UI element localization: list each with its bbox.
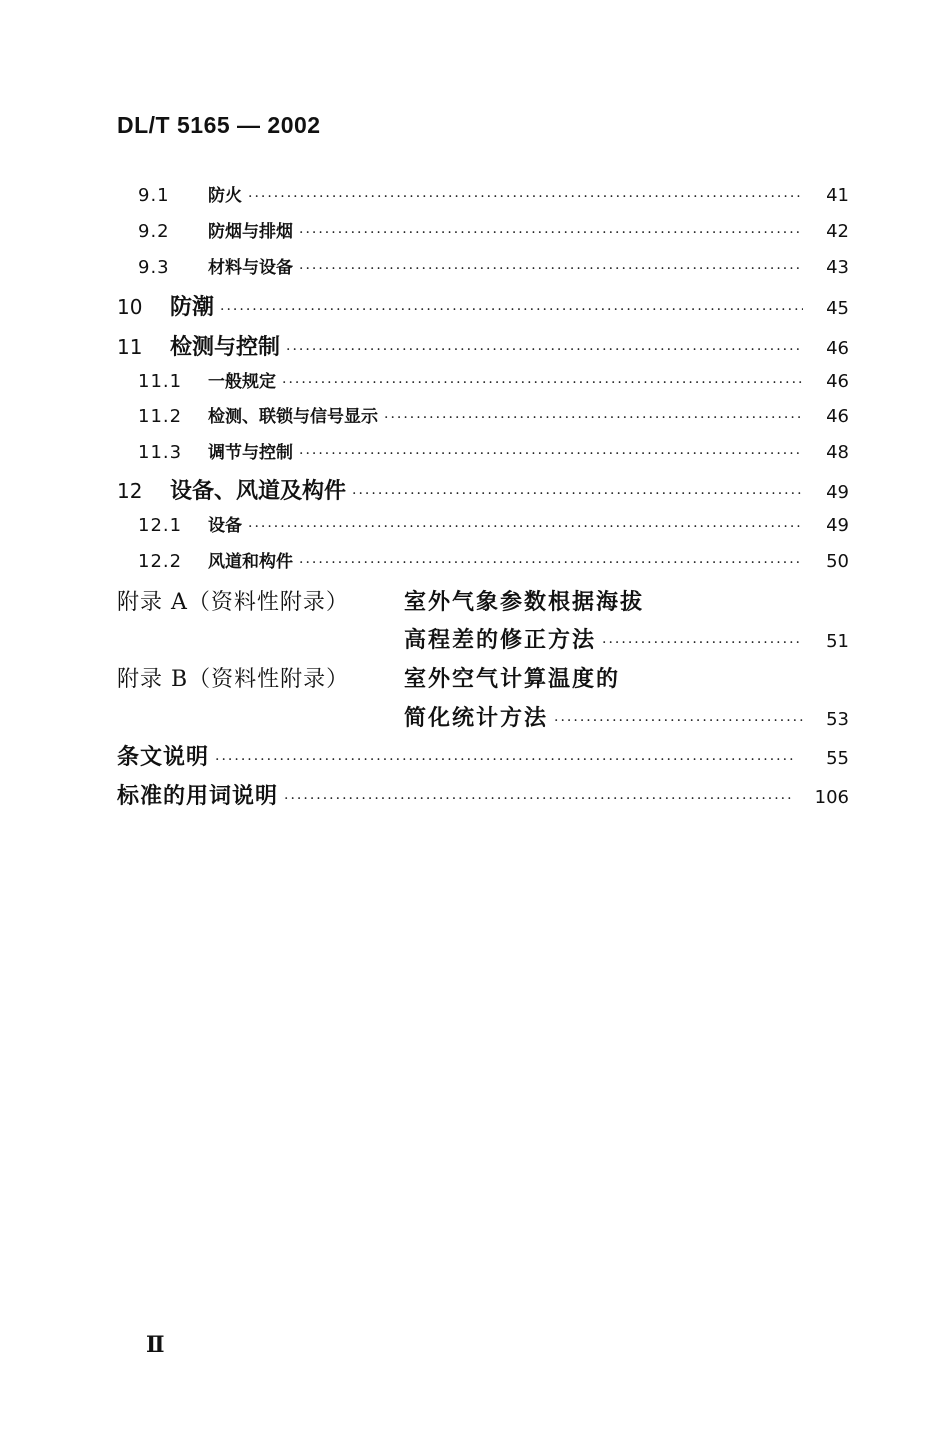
toc-entry-12-1[interactable]	[0, 511, 951, 536]
toc-entry-page: 51	[826, 631, 849, 652]
toc-entry-9-1[interactable]	[0, 181, 951, 206]
dot-leader	[299, 446, 803, 462]
document-code: DL/T 5165 — 2002	[117, 112, 321, 138]
dot-leader	[248, 189, 803, 205]
dot-leader	[384, 410, 803, 426]
toc-entry-title: 检测、联锁与信号显示	[208, 407, 378, 427]
toc-entry-page: 41	[826, 185, 849, 206]
toc-entry-page: 43	[826, 257, 849, 278]
toc-entry-title: 条文说明	[117, 744, 210, 770]
toc-clause-notes[interactable]	[0, 740, 951, 771]
toc-entry-page: 45	[826, 298, 849, 319]
dot-leader	[554, 713, 803, 729]
toc-entry-title: 标准的用词说明	[117, 783, 279, 809]
dot-leader	[248, 519, 803, 535]
toc-appendix-a[interactable]	[404, 623, 849, 654]
toc-entry-page: 48	[826, 442, 849, 463]
toc-entry-number: 9.2	[138, 221, 170, 242]
toc-entry-number: 12.1	[138, 515, 183, 536]
toc-entry-11-1[interactable]	[0, 367, 951, 392]
toc-entry-page: 46	[826, 338, 849, 359]
appendix-b-title-line2: 简化统计方法	[404, 705, 549, 731]
toc-entry-title: 风道和构件	[208, 552, 293, 572]
toc-chapter-12[interactable]	[0, 474, 951, 505]
appendix-b-label: 附录 B（资料性附录）	[117, 667, 350, 692]
dot-leader	[220, 302, 803, 318]
toc-entry-title: 设备、风道及构件	[170, 478, 347, 504]
toc-entry-number: 11	[117, 335, 143, 359]
toc-entry-11-3[interactable]	[0, 438, 951, 463]
toc-entry-number: 11.1	[138, 371, 183, 392]
toc-entry-page: 50	[826, 551, 849, 572]
toc-chapter-10[interactable]	[0, 290, 951, 321]
toc-entry-9-2[interactable]	[0, 217, 951, 242]
dot-leader	[282, 375, 803, 391]
toc-entry-number: 9.1	[138, 185, 170, 206]
appendix-a-label: 附录 A（资料性附录）	[117, 590, 349, 615]
toc-entry-11-2[interactable]	[0, 402, 951, 427]
toc-terms-explanation[interactable]	[0, 779, 951, 810]
dot-leader	[602, 635, 803, 651]
toc-entry-number: 12	[117, 479, 143, 503]
page-number: Ⅱ	[146, 1332, 165, 1358]
toc-entry-page: 55	[826, 748, 849, 769]
toc-entry-title: 防潮	[170, 294, 215, 320]
dot-leader	[215, 752, 793, 768]
toc-appendix-b[interactable]	[404, 701, 849, 732]
dot-leader	[299, 555, 803, 571]
toc-entry-title: 材料与设备	[208, 258, 293, 278]
toc-entry-12-2[interactable]	[0, 547, 951, 572]
appendix-a-title-line1: 室外气象参数根据海拔	[404, 589, 645, 615]
toc-entry-number: 12.2	[138, 551, 183, 572]
appendix-b-title-line1: 室外空气计算温度的	[404, 666, 621, 692]
toc-entry-title: 检测与控制	[170, 334, 281, 360]
toc-entry-title: 一般规定	[208, 372, 276, 392]
toc-entry-title: 防火	[208, 186, 242, 206]
toc-entry-title: 设备	[208, 516, 242, 536]
toc-entry-number: 10	[117, 295, 143, 319]
dot-leader	[352, 486, 803, 502]
toc-entry-page: 106	[814, 787, 849, 808]
dot-leader	[286, 342, 803, 358]
toc-entry-number: 11.3	[138, 442, 183, 463]
toc-entry-title: 防烟与排烟	[208, 222, 293, 242]
toc-entry-page: 49	[826, 482, 849, 503]
toc-entry-page: 49	[826, 515, 849, 536]
toc-entry-page: 42	[826, 221, 849, 242]
toc-entry-page: 53	[826, 709, 849, 730]
dot-leader	[299, 261, 803, 277]
toc-entry-page: 46	[826, 406, 849, 427]
toc-entry-number: 9.3	[138, 257, 170, 278]
dot-leader	[299, 225, 803, 241]
toc-entry-number: 11.2	[138, 406, 183, 427]
toc-entry-9-3[interactable]	[0, 253, 951, 278]
toc-chapter-11[interactable]	[0, 330, 951, 361]
toc-entry-title: 调节与控制	[208, 443, 293, 463]
appendix-a-title-line2: 高程差的修正方法	[404, 627, 597, 653]
dot-leader	[284, 791, 793, 807]
toc-entry-page: 46	[826, 371, 849, 392]
